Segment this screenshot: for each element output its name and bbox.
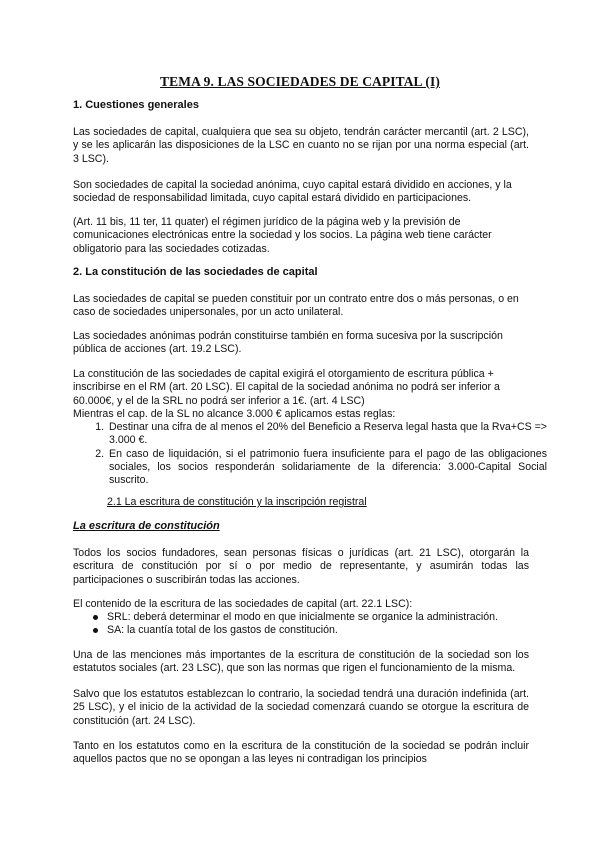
section-heading-constitucion: 2. La constitución de las sociedades de capital — [73, 266, 318, 278]
paragraph-contenido-escritura: El contenido de la escritura de las sociedades de capital (art. 22.1 LSC): — [73, 598, 413, 610]
list-item: SRL: deberá determinar el modo en que inicialmente se organice la administración. — [107, 611, 547, 624]
escritura-heading: La escritura de constitución — [73, 520, 220, 532]
paragraph-caracter-mercantil: Las sociedades de capital, cualquiera que sea su objeto, tendrán carácter mercantil (art. 2 LSC), y se les aplicarán las disposiciones de la LSC en cuanto no se rijan por una norma especial (art. 3 LSC). — [73, 126, 529, 165]
list-item: 2. En caso de liquidación, si el patrimonio fuera insuficiente para el pago de las obligaciones sociales, los socios responderán solidariamente de la diferencia: 3.000-Capital Social suscrito. — [107, 448, 547, 488]
paragraph-capital-minimo-reglas: Mientras el cap. de la SL no alcance 3.000 € aplicamos estas reglas: — [73, 408, 396, 420]
paragraph-estatutos: Una de las menciones más importantes de la escritura de constitución de la sociedad son los estatutos sociales (art. 23 LSC), que son las normas que rigen el funcionamiento de la misma. — [73, 649, 529, 675]
paragraph-forma-sucesiva: Las sociedades anónimas podrán constituirse también en forma sucesiva por la suscripción pública de acciones (art. 19.2 LSC). — [73, 330, 503, 356]
paragraph-socios-fundadores: Todos los socios fundadores, sean personas físicas o jurídicas (art. 21 LSC), otorgarán la escritura de constitución por sí o por medio de representante, y asumirán todas las participaciones o suscribirán todas las acciones. — [73, 547, 529, 586]
subsection-heading-escritura: 2.1 La escritura de constitución y la inscripción registral — [107, 496, 367, 508]
page-title: TEMA 9. LAS SOCIEDADES DE CAPITAL (I) — [160, 74, 440, 89]
paragraph-duracion: Salvo que los estatutos establezcan lo contrario, la sociedad tendrá una duración indefinida (art. 25 LSC), y el inicio de la actividad de la sociedad comenzará cuando se otorgue la escritura de constitución (art. 24 LSC). — [73, 688, 529, 727]
content-bullets — [89, 611, 547, 638]
rules-list — [89, 421, 547, 487]
list-item: SA: la cuantía total de los gastos de constitución. — [107, 624, 547, 637]
paragraph-tipos-sociedades: Son sociedades de capital la sociedad anónima, cuyo capital estará dividido en acciones, y la sociedad de responsabilidad limitada, cuyo capital estará dividido en participaciones. — [73, 179, 512, 205]
list-item: 1. Destinar una cifra de al menos el 20% del Beneficio a Reserva legal hasta que la Rva+CS => 3.000 €. — [107, 421, 547, 448]
section-heading-cuestiones: 1. Cuestiones generales — [73, 99, 199, 111]
paragraph-pactos: Tanto en los estatutos como en la escritura de la constitución de la sociedad se podrán incluir aquellos pactos que no se opongan a las leyes ni contradigan los principios — [73, 740, 529, 766]
paragraph-escritura-publica: La constitución de las sociedades de capital exigirá el otorgamiento de escritura pública + inscribirse en el RM (art. 20 LSC). El capital de la sociedad anónima no podrá ser inferior a 60.000€, y el de la SRL no podrá ser inferior a 1€. (art. 4 LSC) — [73, 368, 500, 407]
paragraph-contrato-constitucion: Las sociedades de capital se pueden constituir por un contrato entre dos o más personas, o en caso de sociedades unipersonales, por un acto unilateral. — [73, 293, 519, 319]
paragraph-pagina-web: (Art. 11 bis, 11 ter, 11 quater) el régimen jurídico de la página web y la previsión de comunicaciones electrónicas entre la sociedad y los socios. La página web tiene carácter obligatorio para las sociedades cotizadas. — [73, 216, 492, 255]
